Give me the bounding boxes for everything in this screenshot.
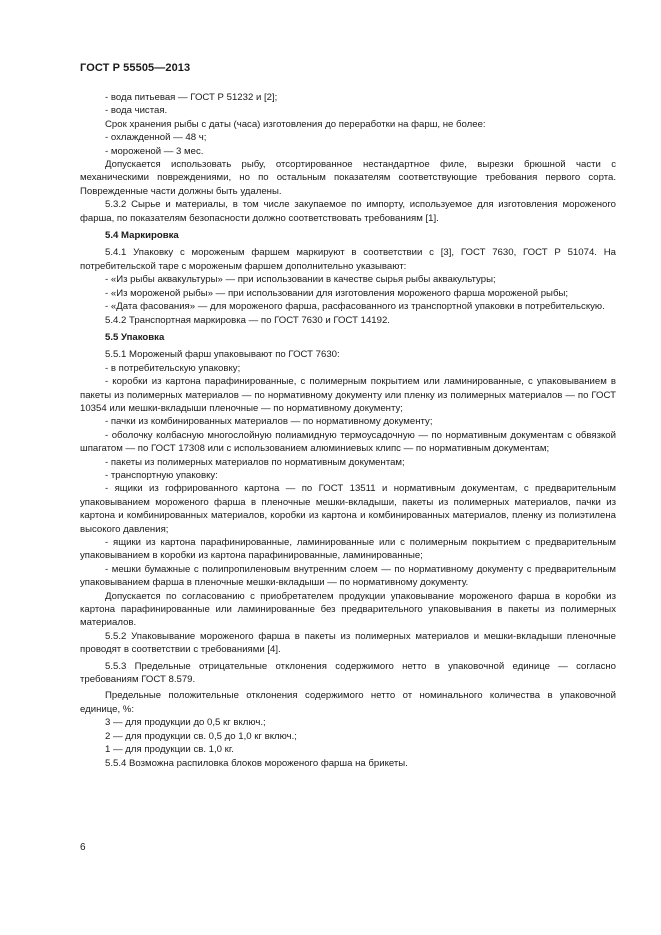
- section-heading: 5.4 Маркировка: [105, 230, 179, 242]
- paragraph: - охлажденной — 48 ч;: [105, 132, 207, 144]
- paragraph: - пачки из комбинированных материалов — по нормативному документу;: [105, 416, 433, 428]
- paragraph: - транспортную упаковку:: [105, 469, 218, 481]
- paragraph: 3 — для продукции до 0,5 кг включ.;: [105, 717, 266, 729]
- paragraph: - коробки из картона парафинированные, с полимерным покрытием или ламинированные, с упаковыванием в пакеты из полимерных материалов — по нормативному документу или пленку из полимерных материалов — по ГОСТ 10354 или мешки-вкладыши пленочные — по нормативному документу;: [80, 376, 616, 414]
- paragraph: 5.5.4 Возможна распиловка блоков мороженого фарша на брикеты.: [105, 757, 408, 769]
- paragraph: Предельные положительные отклонения содержимого нетто от номинального количества в упаковочной единице, %:: [80, 690, 616, 715]
- paragraph: - ящики из гофрированного картона — по ГОСТ 13511 и нормативным документам, с предварительным упаковыванием мороженого фарша в пленочные мешки-вкладыши, пакеты из полимерных материалов, пачки из картона и комбинированных материалов, коробки из картона и комбинированных материалов, пленку из полиэтилена высокого давления;: [80, 483, 616, 535]
- paragraph: - «Из мороженой рыбы» — при использовании для изготовления мороженого фарша мороженой рыбы;: [105, 287, 569, 299]
- paragraph: - мешки бумажные с полипропиленовым внутренним слоем — по нормативному документу с предварительным упаковыванием фарша в пленочные мешки-вкладыши — по нормативному документу.: [80, 563, 616, 589]
- paragraph: - в потребительскую упаковку;: [105, 362, 241, 374]
- paragraph: 1 — для продукции св. 1,0 кг.: [105, 744, 234, 756]
- document-body: [80, 91, 616, 770]
- paragraph: - мороженой — 3 мес.: [105, 145, 204, 157]
- paragraph: - вода питьевая — ГОСТ Р 51232 и [2];: [105, 92, 278, 103]
- paragraph: 5.5.1 Мороженый фарш упаковывают по ГОСТ 7630:: [105, 349, 340, 361]
- paragraph: - пакеты из полимерных материалов по нормативным документам;: [105, 456, 405, 468]
- page-number: 6: [80, 842, 86, 853]
- paragraph: Допускается использовать рыбу, отсортированное нестандартное филе, вырезки брюшной части с механическими повреждениями, но по остальным показателям соответствующие требования первого сорта. Поврежденные части должны быть удалены.: [80, 159, 616, 197]
- section-heading: 5.5 Упаковка: [105, 331, 165, 343]
- paragraph: 5.5.2 Упаковывание мороженого фарша в пакеты из полимерных материалов и мешки-вкладыши пленочные проводят в соответствии с требованиями [4].: [80, 630, 616, 656]
- paragraph: - оболочку колбасную многослойную полиамидную термоусадочную — по нормативным документам с обвязкой шпагатом — по ГОСТ 17308 или с использованием алюминиевых клипс — по нормативным документам;: [80, 429, 616, 455]
- paragraph: - «Из рыбы аквакультуры» — при использовании в качестве сырья рыбы аквакультуры;: [105, 274, 496, 286]
- paragraph: Срок хранения рыбы с даты (часа) изготовления до переработки на фарш, не более:: [105, 118, 486, 130]
- paragraph: Допускается по согласованию с приобретателем продукции упаковывание мороженого фарша в коробки из картона парафинированные или ламинированные без предварительного упаковывания в пакеты из полимерных материалов.: [80, 590, 616, 629]
- paragraph: - «Дата фасования» — для мороженого фарша, расфасованного из транспортной упаковки в потребительскую.: [105, 301, 605, 313]
- paragraph: - вода чистая.: [105, 105, 168, 117]
- paragraph: 2 — для продукции св. 0,5 до 1,0 кг включ.;: [105, 730, 297, 742]
- document-header: ГОСТ Р 55505—2013: [80, 62, 191, 74]
- paragraph: 5.3.2 Сырье и материалы, в том числе закупаемое по импорту, используемое для изготовления мороженого фарша, по показателям безопасности должно соответствовать требованиям [1].: [80, 199, 616, 224]
- paragraph: 5.4.1 Упаковку с мороженым фаршем маркируют в соответствии с [3], ГОСТ 7630, ГОСТ Р 51074. На потребительской таре с мороженым фаршем дополнительно указывают:: [80, 247, 616, 272]
- paragraph: 5.4.2 Транспортная маркировка — по ГОСТ 7630 и ГОСТ 14192.: [105, 314, 390, 326]
- paragraph: 5.5.3 Предельные отрицательные отклонения содержимого нетто в упаковочной единице — согласно требованиям ГОСТ 8.579.: [80, 660, 616, 686]
- paragraph: - ящики из картона парафинированные, ламинированные или с полимерным покрытием с предварительным упаковыванием в коробки из картона парафинированные, ламинированные;: [80, 537, 616, 562]
